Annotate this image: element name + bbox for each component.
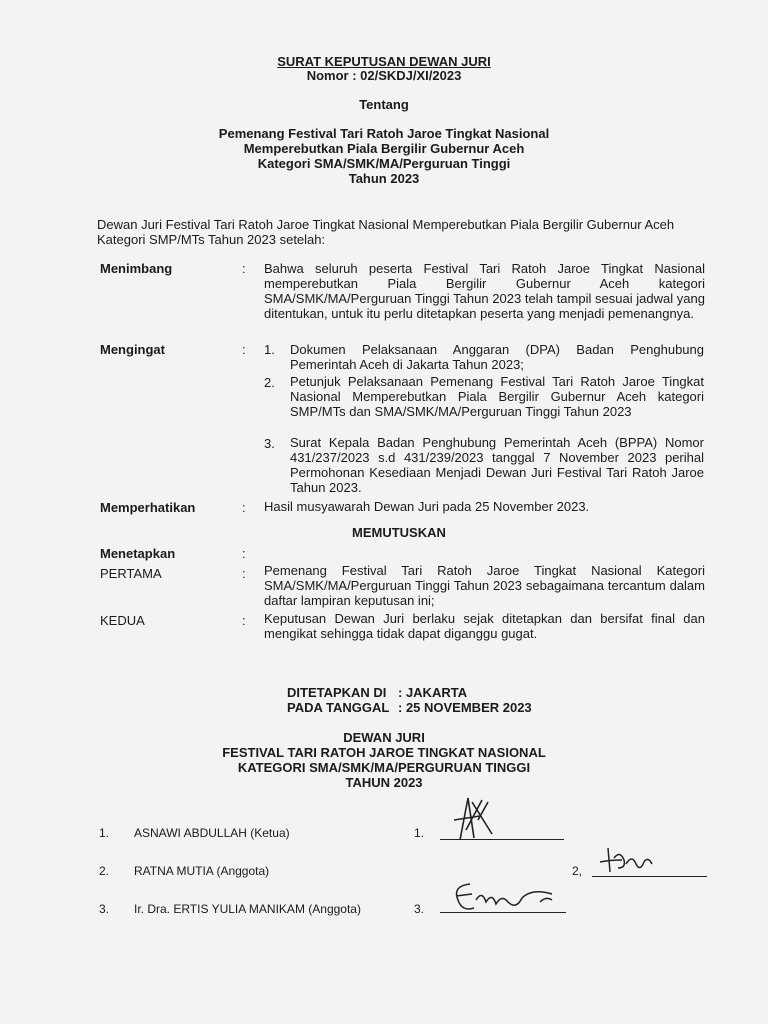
footer-title-1: DEWAN JURI [343,730,425,745]
member-num: 2. [99,864,110,878]
member-name: Ir. Dra. ERTIS YULIA MANIKAM (Anggota) [134,902,361,916]
member-name: RATNA MUTIA (Anggota) [134,864,270,878]
colon: : [242,546,246,561]
memperhatikan-text: Hasil musyawarah Dewan Juri pada 25 November 2023. [264,499,590,514]
subject-line-3: Kategori SMA/SMK/MA/Perguruan Tinggi [257,156,511,171]
memperhatikan-label: Memperhatikan [100,500,196,515]
mengingat-item-text: Dokumen Pelaksanaan Anggaran (DPA) Badan Penghubung Pemerintah Aceh di Jakarta Tahun 2023; [290,342,704,372]
memutuskan-heading: MEMUTUSKAN [352,525,446,540]
footer-title-2: FESTIVAL TARI RATOH JAROE TINGKAT NASIONAL [222,745,546,760]
place-value: : JAKARTA [398,685,468,700]
signature-2 [596,846,666,876]
date-value: : 25 NOVEMBER 2023 [398,700,532,715]
document-number: Nomor : 02/SKDJ/XI/2023 [306,68,462,83]
mengingat-item-num: 3. [264,436,275,451]
mengingat-label: Mengingat [100,342,165,357]
date-label: PADA TANGGAL [287,700,390,715]
signature-line [592,876,707,877]
subject-line-1: Pemenang Festival Tari Ratoh Jaroe Tingkat Nasional [218,126,550,141]
intro-paragraph: Dewan Juri Festival Tari Ratoh Jaroe Tingkat Nasional Memperebutkan Piala Bergilir Gubernur Aceh Kategori SMP/MTs Tahun 2023 setelah: [97,217,675,247]
footer-title-4: TAHUN 2023 [345,775,423,790]
subject-line-2: Memperebutkan Piala Bergilir Gubernur Aceh [243,141,525,156]
signature-num: 3. [414,902,425,916]
signature-3 [448,878,558,920]
member-name: ASNAWI ABDULLAH (Ketua) [134,826,290,840]
menetapkan-label: Menetapkan [100,546,176,561]
document-title: SURAT KEPUTUSAN DEWAN JURI [277,54,491,69]
about-label: Tentang [359,97,409,112]
mengingat-item-num: 1. [264,342,275,357]
member-num: 1. [99,826,110,840]
menimbang-label: Menimbang [100,261,173,276]
mengingat-item-num: 2. [264,375,275,390]
signature-num: 2, [572,864,583,878]
colon: : [242,342,246,357]
colon: : [242,500,246,515]
place-label: DITETAPKAN DI [287,685,387,700]
colon: : [242,261,246,276]
footer-title-3: KATEGORI SMA/SMK/MA/PERGURUAN TINGGI [237,760,531,775]
colon: : [242,566,246,581]
kedua-text: Keputusan Dewan Juri berlaku sejak ditetapkan dan bersifat final dan mengikat sehingga tidak dapat diganggu gugat. [264,611,705,641]
subject-line-4: Tahun 2023 [348,171,420,186]
menimbang-text: Bahwa seluruh peserta Festival Tari Ratoh Jaroe Tingkat Nasional memperebutkan Piala Bergilir Gubernur Aceh kategori SMA/SMK/MA/Perguruan Tinggi Tahun 2023 telah tampil sesuai jadwal yang ditentukan, untuk itu perlu ditetapkan peserta yang menjadi pemenangnya. [264,261,705,321]
colon: : [242,613,246,628]
member-num: 3. [99,902,110,916]
mengingat-item-text: Surat Kepala Badan Penghubung Pemerintah Aceh (BPPA) Nomor 431/237/2023 s.d 431/239/2023 tanggal 7 November 2023 perihal Permohonan Kesediaan Menjadi Dewan Juri Festival Tari Ratoh Jaroe Tahun 2023. [290,435,704,495]
kedua-label: KEDUA [100,613,145,628]
mengingat-item-text: Petunjuk Pelaksanaan Pemenang Festival Tari Ratoh Jaroe Tingkat Nasional Memperebutkan Piala Bergilir Gubernur Aceh kategori SMP/MTs dan SMA/SMK/MA/Perguruan Tinggi Tahun 2023 [290,374,704,419]
signature-1 [440,790,500,845]
pertama-label: PERTAMA [100,566,162,581]
pertama-text: Pemenang Festival Tari Ratoh Jaroe Tingkat Nasional Kategori SMA/SMK/MA/Perguruan Tinggi Tahun 2023 sebagaimana tercantum dalam daftar lampiran keputusan ini; [264,563,705,608]
signature-num: 1. [414,826,425,840]
